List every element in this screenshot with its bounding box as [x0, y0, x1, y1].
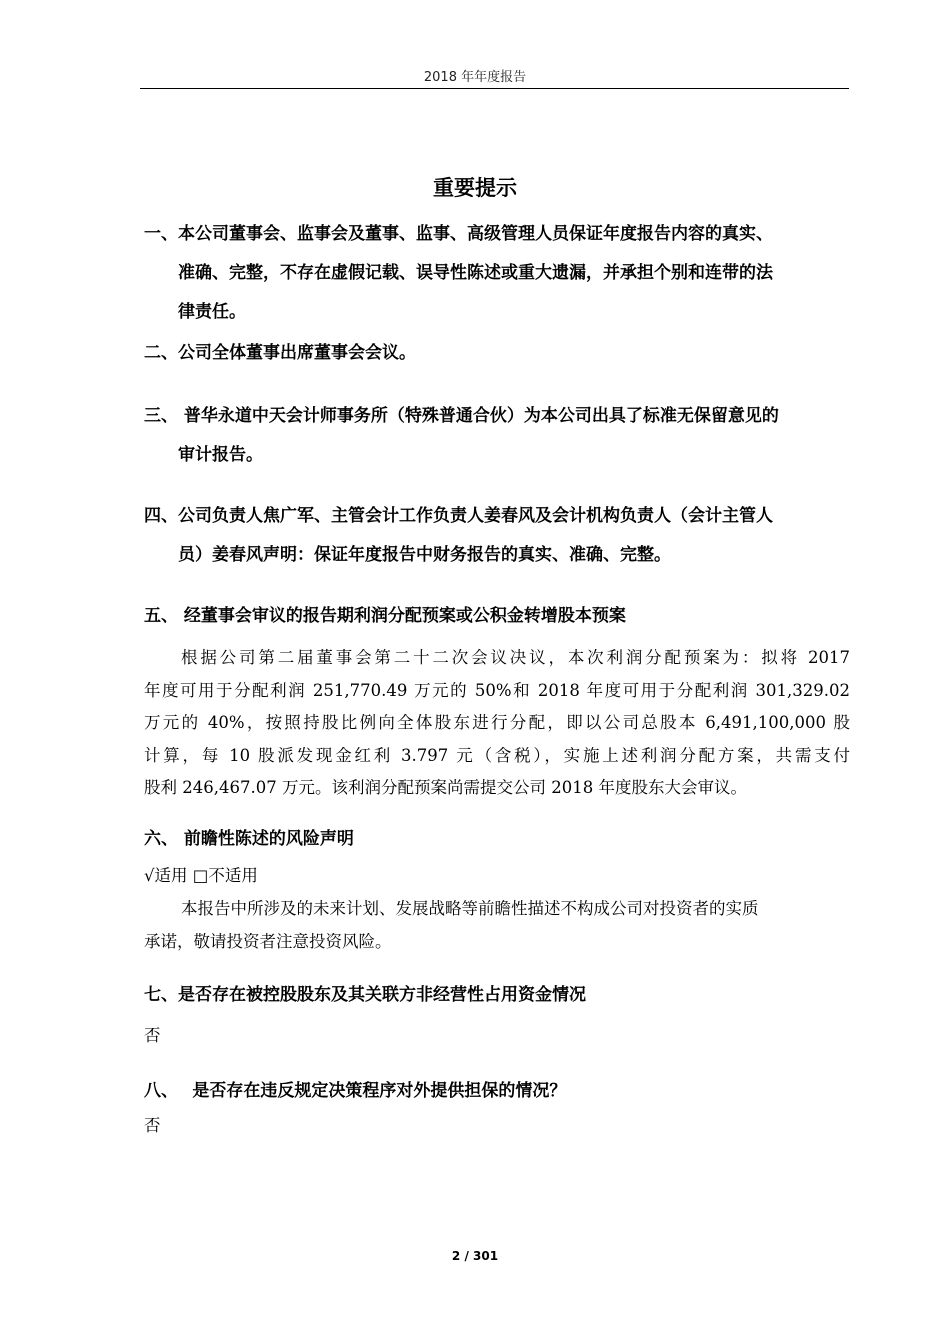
item-five-line-2: 年度可用于分配利润 251,770.49 万元的 50%和 2018 年度可用于分配利润 301,329.02 — [144, 680, 850, 700]
item-five-line-5: 股利 246,467.07 万元。该利润分配预案尚需提交公司 2018 年度股东大会审议。 — [144, 778, 747, 797]
item-three — [144, 397, 852, 475]
item-six-line-1: 本报告中所涉及的未来计划、发展战略等前瞻性描述不构成公司对投资者的实质 — [181, 899, 759, 918]
item-four-line-2: 员）姜春风声明：保证年度报告中财务报告的真实、准确、完整。 — [178, 545, 671, 565]
item-one-line-3: 律责任。 — [178, 302, 246, 322]
item-five-line-1: 根据公司第二届董事会第二十二次会议决议，本次利润分配预案为：拟将 2017 — [181, 648, 850, 667]
item-one — [144, 215, 852, 332]
item-seven-answer: 否 — [144, 1026, 161, 1045]
item-six-heading: 六、 前瞻性陈述的风险声明 — [144, 829, 354, 849]
item-three-line-1: 三、 普华永道中天会计师事务所（特殊普通合伙）为本公司出具了标准无保留意见的 — [144, 406, 779, 426]
item-six-body — [144, 893, 850, 958]
item-three-line-2: 审计报告。 — [178, 445, 263, 465]
item-eight-heading: 八、 是否存在违反规定决策程序对外提供担保的情况？ — [144, 1081, 567, 1101]
item-one-line-2: 准确、完整，不存在虚假记载、误导性陈述或重大遗漏，并承担个别和连带的法 — [178, 263, 773, 283]
item-seven-heading: 七、是否存在被控股股东及其关联方非经营性占用资金情况 — [144, 985, 586, 1005]
item-eight-answer: 否 — [144, 1116, 161, 1135]
item-five-line-4: 计算，每 10 股派发现金红利 3.797 元（含税），实施上述利润分配方案，共需支付 — [144, 745, 850, 765]
item-six-option: √适用 □不适用 — [144, 866, 258, 885]
item-five-heading: 五、 经董事会审议的报告期利润分配预案或公积金转增股本预案 — [144, 606, 626, 626]
item-one-line-1: 一、本公司董事会、监事会及董事、监事、高级管理人员保证年度报告内容的真实、 — [144, 224, 773, 244]
page-header: 2018 年年度报告 — [423, 70, 527, 85]
item-six-line-2: 承诺，敬请投资者注意投资风险。 — [144, 931, 392, 951]
header-rule — [140, 88, 849, 89]
item-four-line-1: 四、公司负责人焦广军、主管会计工作负责人姜春风及会计机构负责人（会计主管人 — [144, 506, 773, 526]
item-five-line-3: 万元的 40%，按照持股比例向全体股东进行分配，即以公司总股本 6,491,100,000 股 — [144, 713, 850, 732]
item-five-body — [144, 642, 850, 805]
item-four — [144, 497, 852, 575]
page-number: 2 / 301 — [451, 1249, 499, 1263]
doc-title: 重要提示 — [433, 176, 517, 200]
item-two: 二、公司全体董事出席董事会会议。 — [144, 343, 416, 363]
